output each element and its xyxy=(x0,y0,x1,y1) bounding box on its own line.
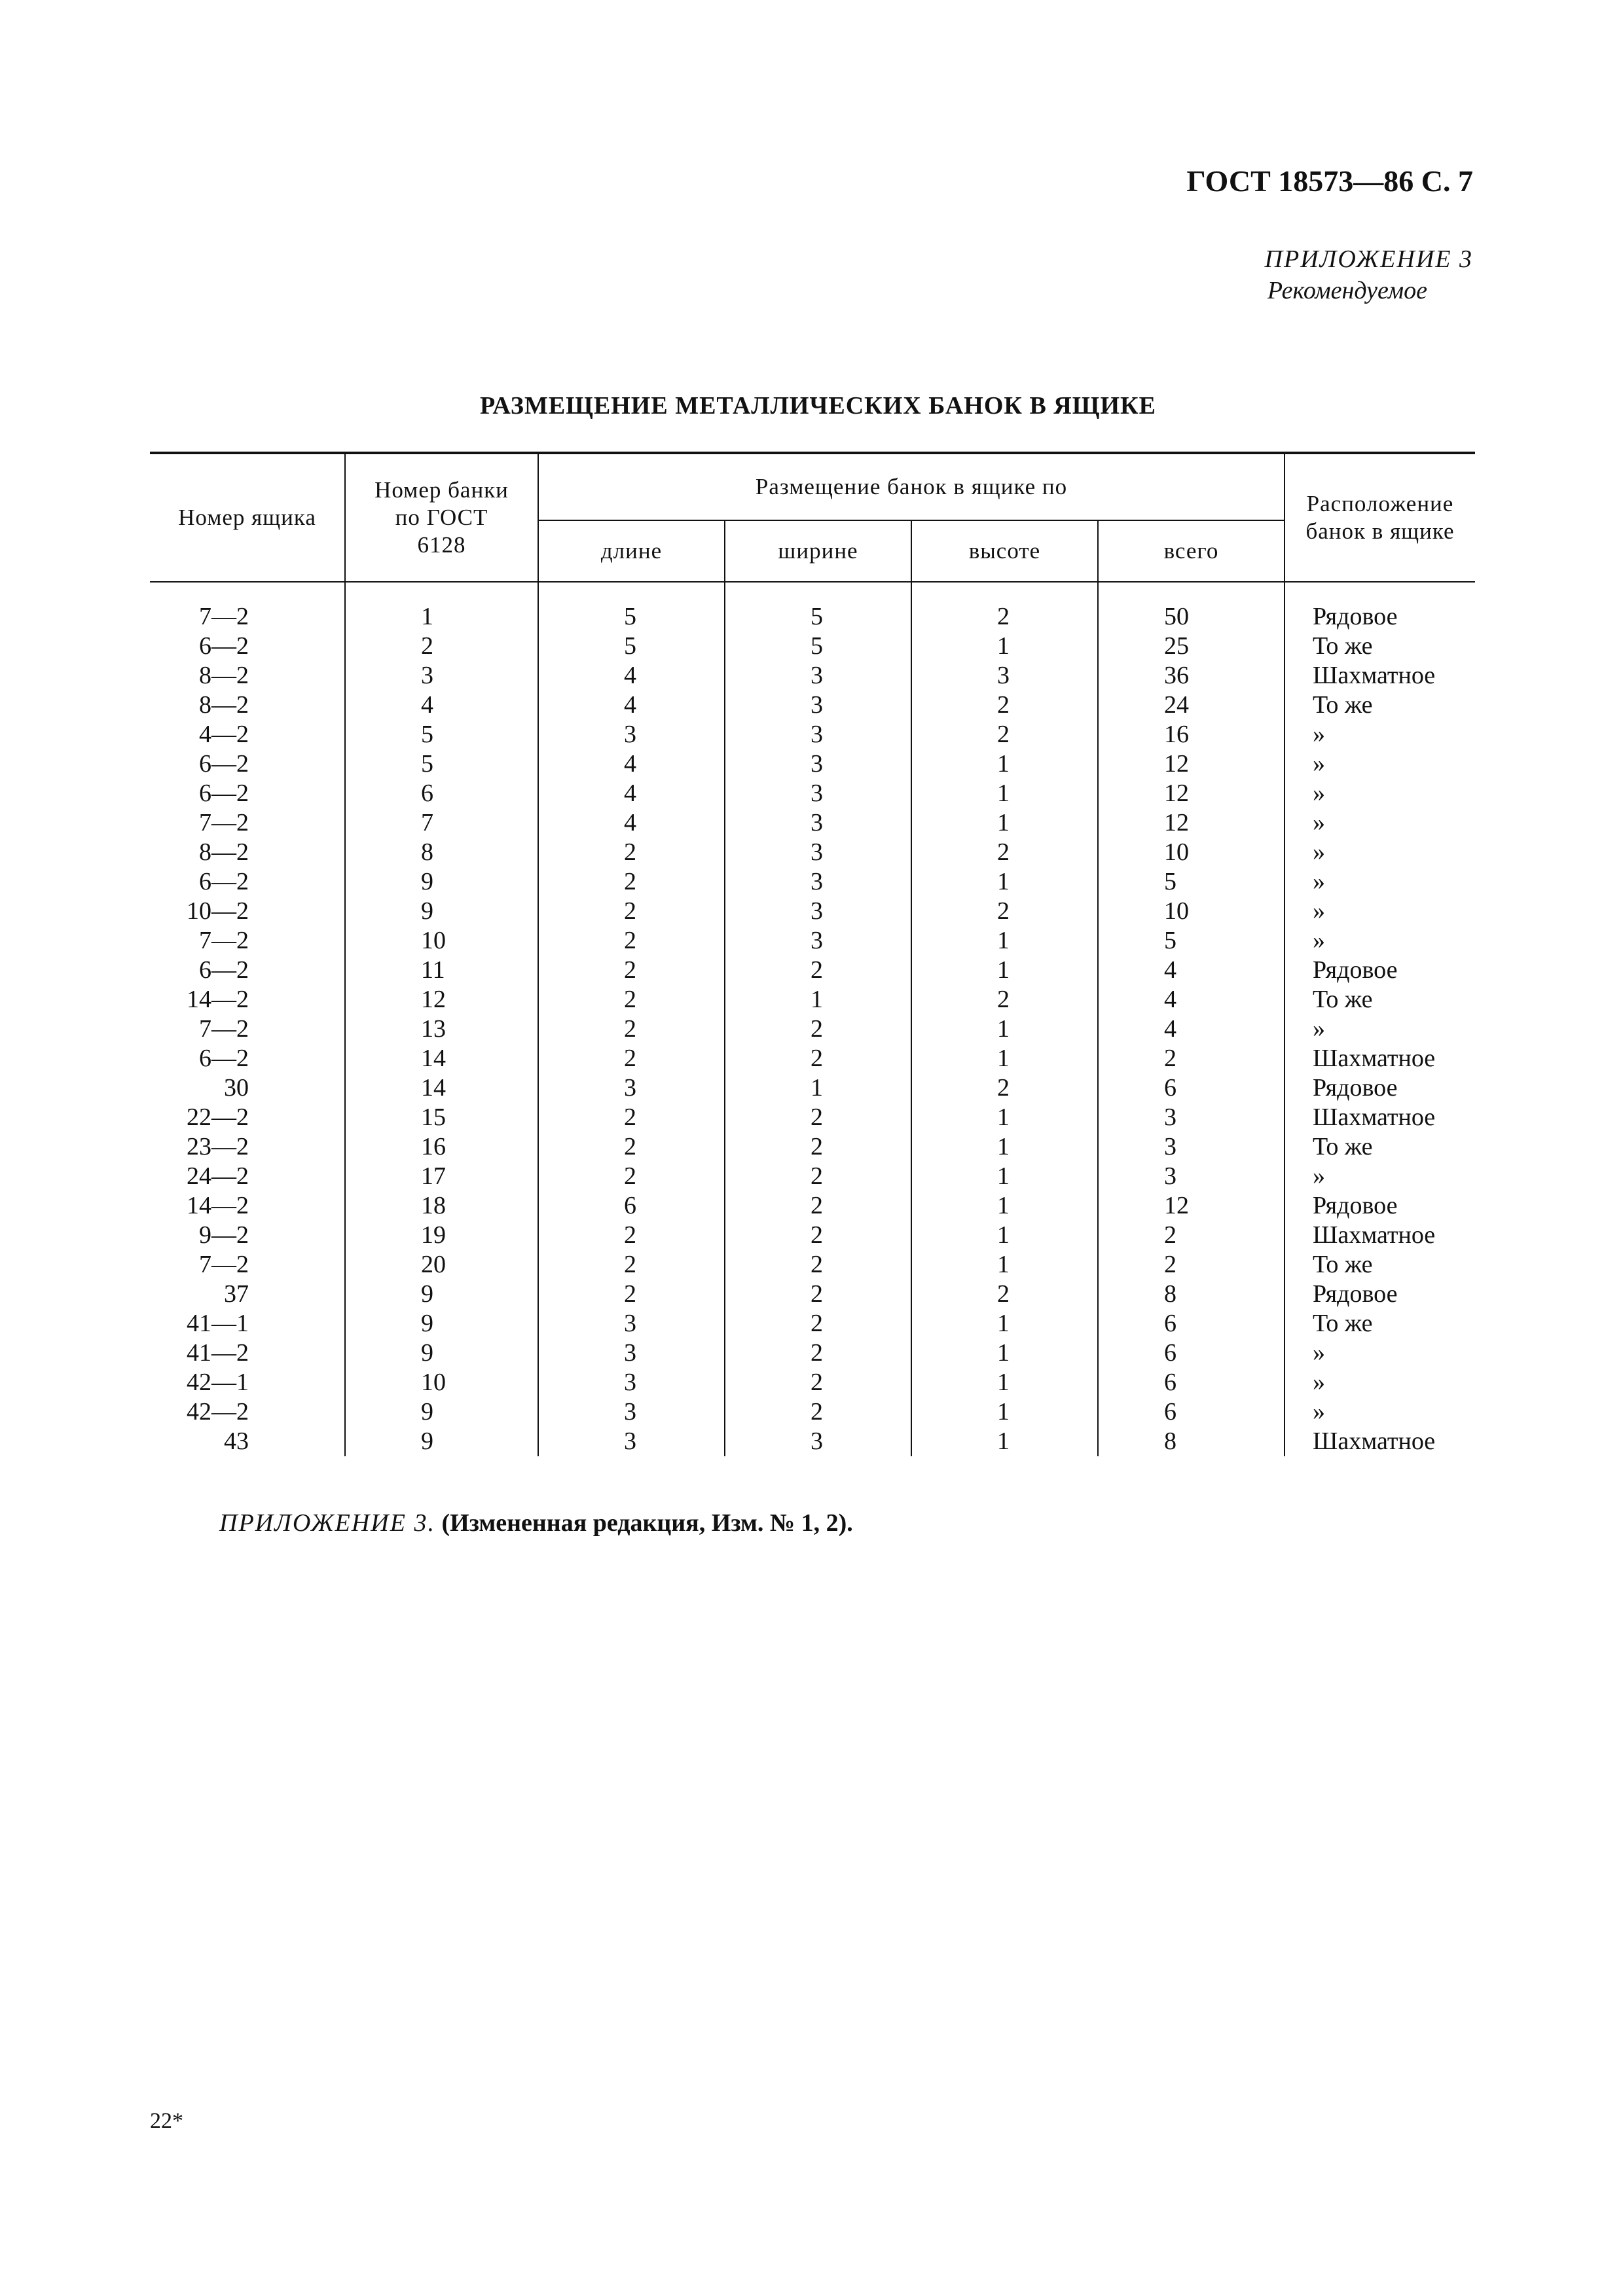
cell-width: 2 xyxy=(725,1103,911,1132)
cell-can-number: 15 xyxy=(345,1103,538,1132)
cell-width: 1 xyxy=(725,985,911,1014)
cell-height: 1 xyxy=(911,1162,1098,1191)
cell-can-number: 20 xyxy=(345,1250,538,1280)
cell-box-number: 14—2 xyxy=(187,986,249,1013)
cell-arrangement: Рядовое xyxy=(1285,1280,1475,1309)
cell-can-number: 5 xyxy=(345,749,538,779)
cell-length: 6 xyxy=(538,1191,725,1221)
cell-width: 2 xyxy=(725,1162,911,1191)
cell-can-number: 11 xyxy=(345,956,538,985)
cell-width: 3 xyxy=(725,838,911,867)
cell-arrangement: » xyxy=(1285,838,1475,867)
table-row xyxy=(150,1397,1475,1427)
cell-height: 1 xyxy=(911,1368,1098,1397)
table-row xyxy=(150,1162,1475,1191)
cell-length: 2 xyxy=(538,1014,725,1044)
cell-arrangement: » xyxy=(1285,720,1475,749)
cell-width: 2 xyxy=(725,1397,911,1427)
cell-box-number: 30 xyxy=(224,1074,249,1102)
cell-height: 1 xyxy=(911,808,1098,838)
header-can-number: Номер банки по ГОСТ 6128 xyxy=(345,453,538,582)
cell-box-number: 8—2 xyxy=(199,691,249,719)
cell-arrangement: То же xyxy=(1285,1132,1475,1162)
cell-total: 8 xyxy=(1098,1280,1285,1309)
cell-can-number: 10 xyxy=(345,1368,538,1397)
cell-height: 2 xyxy=(911,1280,1098,1309)
cell-width: 3 xyxy=(725,720,911,749)
cell-box-number: 4—2 xyxy=(199,721,249,748)
cell-width: 2 xyxy=(725,1338,911,1368)
cell-length: 4 xyxy=(538,691,725,720)
cell-total: 6 xyxy=(1098,1368,1285,1397)
cell-box-number: 22—2 xyxy=(187,1103,249,1131)
cell-box-number: 43 xyxy=(224,1427,249,1455)
cell-arrangement: Рядовое xyxy=(1285,956,1475,985)
cell-can-number: 12 xyxy=(345,985,538,1014)
cell-length: 4 xyxy=(538,749,725,779)
cell-box-number: 7—2 xyxy=(199,1251,249,1278)
cell-box-number: 7—2 xyxy=(199,927,249,954)
table-row xyxy=(150,1368,1475,1397)
cell-length: 2 xyxy=(538,1250,725,1280)
table-row xyxy=(150,1250,1475,1280)
cell-height: 1 xyxy=(911,1427,1098,1456)
cell-length: 2 xyxy=(538,867,725,897)
cell-total: 12 xyxy=(1098,808,1285,838)
cell-length: 2 xyxy=(538,956,725,985)
cell-height: 1 xyxy=(911,632,1098,661)
cell-width: 2 xyxy=(725,1368,911,1397)
table-row xyxy=(150,1044,1475,1073)
cell-width: 3 xyxy=(725,1427,911,1456)
cell-arrangement: » xyxy=(1285,808,1475,838)
cell-width: 5 xyxy=(725,632,911,661)
cell-box-number: 6—2 xyxy=(199,750,249,778)
cell-total: 12 xyxy=(1098,1191,1285,1221)
cell-can-number: 9 xyxy=(345,897,538,926)
cell-length: 3 xyxy=(538,1073,725,1103)
cell-can-number: 3 xyxy=(345,661,538,691)
cell-box-number: 7—2 xyxy=(199,1015,249,1043)
cell-height: 1 xyxy=(911,926,1098,956)
table-row xyxy=(150,720,1475,749)
page-header: ГОСТ 18573—86 С. 7 xyxy=(1186,164,1473,198)
header-placement-group: Размещение банок в ящике по xyxy=(538,453,1285,520)
cell-width: 2 xyxy=(725,1221,911,1250)
cell-can-number: 18 xyxy=(345,1191,538,1221)
cell-height: 2 xyxy=(911,838,1098,867)
cell-height: 1 xyxy=(911,1309,1098,1338)
cell-height: 1 xyxy=(911,1044,1098,1073)
cell-box-number: 23—2 xyxy=(187,1133,249,1160)
cell-box-number: 41—2 xyxy=(187,1339,249,1367)
cell-height: 1 xyxy=(911,1132,1098,1162)
cell-length: 2 xyxy=(538,985,725,1014)
cell-box-number: 7—2 xyxy=(199,809,249,836)
cell-arrangement: » xyxy=(1285,897,1475,926)
cell-arrangement: Рядовое xyxy=(1285,582,1475,632)
cell-can-number: 9 xyxy=(345,1338,538,1368)
cell-length: 4 xyxy=(538,661,725,691)
cell-length: 4 xyxy=(538,808,725,838)
table-row xyxy=(150,1280,1475,1309)
cell-arrangement: » xyxy=(1285,1338,1475,1368)
table-row xyxy=(150,1132,1475,1162)
cell-arrangement: » xyxy=(1285,749,1475,779)
table-row xyxy=(150,632,1475,661)
header-width: ширине xyxy=(725,520,911,582)
cell-width: 2 xyxy=(725,1280,911,1309)
page-footer-mark: 22* xyxy=(150,2109,183,2133)
cell-length: 2 xyxy=(538,838,725,867)
table-row xyxy=(150,1427,1475,1456)
cell-length: 2 xyxy=(538,1044,725,1073)
cell-total: 6 xyxy=(1098,1338,1285,1368)
appendix-status: Рекомендуемое xyxy=(1267,277,1427,304)
cell-box-number: 6—2 xyxy=(199,632,249,660)
cell-height: 2 xyxy=(911,582,1098,632)
cell-height: 1 xyxy=(911,1397,1098,1427)
cell-arrangement: То же xyxy=(1285,1309,1475,1338)
table-row xyxy=(150,897,1475,926)
cell-length: 5 xyxy=(538,632,725,661)
cell-length: 3 xyxy=(538,1309,725,1338)
table-body xyxy=(150,582,1475,1456)
cell-box-number: 37 xyxy=(224,1280,249,1308)
cell-box-number: 8—2 xyxy=(199,838,249,866)
cell-total: 50 xyxy=(1098,582,1285,632)
cell-total: 10 xyxy=(1098,838,1285,867)
cell-height: 1 xyxy=(911,1014,1098,1044)
cell-length: 2 xyxy=(538,897,725,926)
table-row xyxy=(150,838,1475,867)
cell-length: 2 xyxy=(538,1280,725,1309)
cell-total: 12 xyxy=(1098,749,1285,779)
cell-width: 3 xyxy=(725,926,911,956)
cell-height: 1 xyxy=(911,1221,1098,1250)
cell-arrangement: » xyxy=(1285,926,1475,956)
table-row xyxy=(150,867,1475,897)
table-row xyxy=(150,1191,1475,1221)
cell-can-number: 1 xyxy=(345,582,538,632)
cell-arrangement: » xyxy=(1285,1162,1475,1191)
cell-can-number: 14 xyxy=(345,1044,538,1073)
cell-box-number: 10—2 xyxy=(187,897,249,925)
cell-box-number: 24—2 xyxy=(187,1162,249,1190)
cell-can-number: 9 xyxy=(345,1427,538,1456)
cell-total: 6 xyxy=(1098,1309,1285,1338)
cell-width: 3 xyxy=(725,661,911,691)
cell-can-number: 7 xyxy=(345,808,538,838)
table-row xyxy=(150,582,1475,632)
appendix-block xyxy=(1265,243,1473,306)
cell-box-number: 6—2 xyxy=(199,780,249,807)
cell-arrangement: Шахматное xyxy=(1285,661,1475,691)
cell-arrangement: То же xyxy=(1285,691,1475,720)
cell-width: 1 xyxy=(725,1073,911,1103)
cell-total: 2 xyxy=(1098,1250,1285,1280)
cell-box-number: 42—1 xyxy=(187,1369,249,1396)
cell-total: 2 xyxy=(1098,1221,1285,1250)
cell-can-number: 4 xyxy=(345,691,538,720)
cell-can-number: 14 xyxy=(345,1073,538,1103)
cell-can-number: 13 xyxy=(345,1014,538,1044)
cell-arrangement: » xyxy=(1285,1368,1475,1397)
cell-length: 2 xyxy=(538,1103,725,1132)
cell-total: 6 xyxy=(1098,1397,1285,1427)
cell-width: 2 xyxy=(725,1132,911,1162)
cell-can-number: 16 xyxy=(345,1132,538,1162)
cell-can-number: 17 xyxy=(345,1162,538,1191)
cell-height: 1 xyxy=(911,1191,1098,1221)
cell-height: 3 xyxy=(911,661,1098,691)
cell-total: 36 xyxy=(1098,661,1285,691)
table-row xyxy=(150,808,1475,838)
cell-can-number: 9 xyxy=(345,1397,538,1427)
cell-width: 3 xyxy=(725,779,911,808)
cell-total: 16 xyxy=(1098,720,1285,749)
cell-width: 3 xyxy=(725,897,911,926)
cell-can-number: 10 xyxy=(345,926,538,956)
cell-total: 3 xyxy=(1098,1162,1285,1191)
cell-arrangement: » xyxy=(1285,779,1475,808)
cell-total: 10 xyxy=(1098,897,1285,926)
cell-length: 2 xyxy=(538,926,725,956)
cell-width: 2 xyxy=(725,1191,911,1221)
cell-box-number: 41—1 xyxy=(187,1310,249,1337)
header-total: всего xyxy=(1098,520,1285,582)
appendix-label: ПРИЛОЖЕНИЕ 3 xyxy=(1264,245,1473,273)
table-row xyxy=(150,779,1475,808)
cell-arrangement: Шахматное xyxy=(1285,1427,1475,1456)
header-arrangement: Расположение банок в ящике xyxy=(1285,453,1475,582)
cell-total: 6 xyxy=(1098,1073,1285,1103)
table-row xyxy=(150,985,1475,1014)
cell-total: 3 xyxy=(1098,1132,1285,1162)
cell-length: 5 xyxy=(538,582,725,632)
cell-can-number: 19 xyxy=(345,1221,538,1250)
cell-width: 3 xyxy=(725,867,911,897)
cell-width: 3 xyxy=(725,808,911,838)
table-row xyxy=(150,926,1475,956)
amendment-note xyxy=(219,1509,853,1537)
cell-can-number: 9 xyxy=(345,1309,538,1338)
cell-box-number: 8—2 xyxy=(199,662,249,689)
cell-total: 4 xyxy=(1098,985,1285,1014)
cell-total: 2 xyxy=(1098,1044,1285,1073)
cell-height: 1 xyxy=(911,1338,1098,1368)
cell-height: 1 xyxy=(911,956,1098,985)
header-length: длине xyxy=(538,520,725,582)
cell-height: 1 xyxy=(911,749,1098,779)
cell-arrangement: » xyxy=(1285,1014,1475,1044)
cell-total: 25 xyxy=(1098,632,1285,661)
header-box-number: Номер ящика xyxy=(178,505,316,530)
cell-height: 2 xyxy=(911,897,1098,926)
table-row xyxy=(150,1221,1475,1250)
cell-total: 4 xyxy=(1098,1014,1285,1044)
cell-box-number: 6—2 xyxy=(199,868,249,895)
table-row xyxy=(150,1309,1475,1338)
cell-can-number: 2 xyxy=(345,632,538,661)
cell-width: 2 xyxy=(725,1014,911,1044)
cell-arrangement: » xyxy=(1285,867,1475,897)
cell-arrangement: То же xyxy=(1285,1250,1475,1280)
cell-can-number: 9 xyxy=(345,1280,538,1309)
cell-length: 3 xyxy=(538,1427,725,1456)
header-height: высоте xyxy=(911,520,1098,582)
cell-length: 4 xyxy=(538,779,725,808)
cell-arrangement: Рядовое xyxy=(1285,1073,1475,1103)
cell-length: 3 xyxy=(538,720,725,749)
cell-height: 1 xyxy=(911,1103,1098,1132)
cell-can-number: 5 xyxy=(345,720,538,749)
cell-height: 2 xyxy=(911,691,1098,720)
cell-total: 5 xyxy=(1098,926,1285,956)
cell-arrangement: Рядовое xyxy=(1285,1191,1475,1221)
cell-box-number: 42—2 xyxy=(187,1398,249,1426)
cell-total: 4 xyxy=(1098,956,1285,985)
cell-can-number: 9 xyxy=(345,867,538,897)
cell-width: 2 xyxy=(725,1309,911,1338)
cell-can-number: 6 xyxy=(345,779,538,808)
cell-height: 1 xyxy=(911,867,1098,897)
cell-box-number: 6—2 xyxy=(199,1045,249,1072)
note-appendix-ref: ПРИЛОЖЕНИЕ 3. xyxy=(219,1509,435,1537)
cell-length: 3 xyxy=(538,1397,725,1427)
cell-height: 2 xyxy=(911,720,1098,749)
cell-box-number: 6—2 xyxy=(199,956,249,984)
cell-total: 3 xyxy=(1098,1103,1285,1132)
cell-arrangement: То же xyxy=(1285,985,1475,1014)
cell-length: 3 xyxy=(538,1368,725,1397)
cell-box-number: 9—2 xyxy=(199,1221,249,1249)
cell-width: 3 xyxy=(725,749,911,779)
cell-height: 1 xyxy=(911,779,1098,808)
cell-width: 2 xyxy=(725,1044,911,1073)
table-row xyxy=(150,956,1475,985)
cell-width: 5 xyxy=(725,582,911,632)
cell-arrangement: То же xyxy=(1285,632,1475,661)
cell-arrangement: Шахматное xyxy=(1285,1103,1475,1132)
document-title: РАЗМЕЩЕНИЕ МЕТАЛЛИЧЕСКИХ БАНОК В ЯЩИКЕ xyxy=(480,392,1156,420)
table-row xyxy=(150,1103,1475,1132)
cell-can-number: 8 xyxy=(345,838,538,867)
table-row xyxy=(150,749,1475,779)
cell-length: 2 xyxy=(538,1162,725,1191)
table-row xyxy=(150,691,1475,720)
cell-width: 2 xyxy=(725,1250,911,1280)
note-amendment: (Измененная редакция, Изм. № 1, 2). xyxy=(441,1509,853,1537)
cell-length: 3 xyxy=(538,1338,725,1368)
cell-height: 2 xyxy=(911,1073,1098,1103)
cell-length: 2 xyxy=(538,1132,725,1162)
cell-total: 5 xyxy=(1098,867,1285,897)
table-row xyxy=(150,1338,1475,1368)
cell-arrangement: » xyxy=(1285,1397,1475,1427)
cell-total: 8 xyxy=(1098,1427,1285,1456)
cell-width: 3 xyxy=(725,691,911,720)
cell-box-number: 14—2 xyxy=(187,1192,249,1219)
table-row xyxy=(150,1073,1475,1103)
table-row xyxy=(150,1014,1475,1044)
cell-height: 1 xyxy=(911,1250,1098,1280)
cell-box-number: 7—2 xyxy=(199,603,249,630)
cell-height: 2 xyxy=(911,985,1098,1014)
table-header xyxy=(150,453,1475,582)
table-row xyxy=(150,661,1475,691)
cell-width: 2 xyxy=(725,956,911,985)
cell-length: 2 xyxy=(538,1221,725,1250)
cell-arrangement: Шахматное xyxy=(1285,1044,1475,1073)
cell-arrangement: Шахматное xyxy=(1285,1221,1475,1250)
cell-total: 12 xyxy=(1098,779,1285,808)
cell-total: 24 xyxy=(1098,691,1285,720)
placement-table xyxy=(150,452,1475,1456)
